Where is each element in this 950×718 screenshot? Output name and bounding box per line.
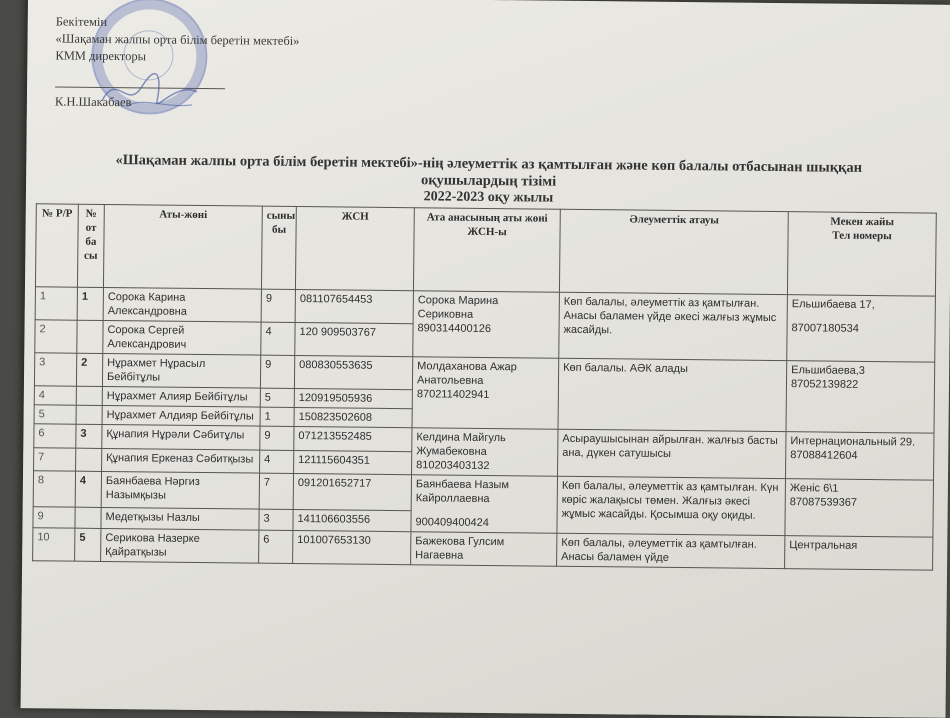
cell-family: 3 (76, 424, 102, 448)
cell-name: Нұрахмет Нұрасыл Бейбітұлы (102, 353, 260, 388)
cell-number: 4 (34, 386, 76, 405)
cell-address (786, 361, 935, 434)
address: Центральная (789, 539, 858, 552)
cell-grade: 1 (260, 407, 294, 426)
cell-number: 7 (34, 447, 76, 471)
cell-name: Нұрахмет Алдияр Бейбітұлы (102, 405, 260, 426)
cell-social: Көп балалы. АӘК алады (558, 358, 787, 431)
cell-family: 1 (77, 287, 103, 320)
header-full-name: Аты-жөні (103, 204, 262, 289)
cell-address (785, 536, 933, 571)
cell-parent (413, 291, 560, 359)
cell-iin: 080830553635 (294, 355, 412, 389)
cell-name: Сорока Карина Александровна (103, 287, 261, 322)
header-number: № Р/Р (35, 204, 78, 287)
address: Ельшибаева,3 (791, 364, 865, 377)
cell-grade: 3 (259, 509, 293, 530)
parent-name: Молдаханова Ажар Анатольевна (416, 360, 517, 387)
header-parent-iin: ЖСН-ы (467, 225, 507, 239)
header-parent-name: Ата анасының аты жөні (426, 211, 548, 225)
cell-iin: 120919505936 (294, 388, 412, 408)
parent-name: Келдина Майгуль Жумабековна (416, 431, 506, 458)
cell-social: Асыраушысынан айрылған. жалғыз басты ана, дүкен сатушысы (558, 429, 786, 478)
cell-number: 1 (35, 287, 77, 320)
cell-number: 2 (35, 320, 77, 353)
parent-iin: 810203403132 (416, 459, 490, 473)
cell-grade: 4 (261, 322, 295, 355)
approval-line-2: «Шақаман жалпы орта білім беретін мектебі» (55, 31, 300, 49)
cell-name: Құнапия Еркеназ Сәбитқызы (102, 448, 260, 473)
approval-line-3: КММ директоры (55, 48, 147, 64)
header-social-status: Әлеуметтік атауы (559, 209, 788, 294)
cell-parent (412, 357, 559, 430)
cell-grade: 5 (260, 388, 294, 407)
cell-family (76, 386, 102, 405)
header-parent (413, 208, 560, 293)
cell-parent (411, 532, 557, 567)
header-address (787, 212, 936, 297)
cell-family (76, 405, 102, 424)
cell-address (785, 479, 934, 538)
phone: 87007180534 (791, 322, 859, 335)
cell-grade: 9 (261, 289, 295, 322)
title-line-3: 2022-2023 оқу жылы (423, 189, 554, 206)
cell-grade: 4 (260, 450, 294, 474)
cell-parent (412, 428, 558, 477)
cell-name: Серикова Назерке Қайратқызы (101, 528, 259, 563)
director-name: К.Н.Шакабаев (54, 94, 132, 110)
document-title (26, 151, 950, 211)
parent-iin: 870211402941 (416, 388, 490, 402)
header-family-number: № от ба сы (77, 204, 104, 287)
cell-iin: 101007653130 (293, 530, 411, 564)
cell-parent (411, 475, 558, 534)
phone: 87052139822 (790, 378, 859, 391)
header-address-label: Мекен жайы (830, 215, 895, 229)
cell-grade: 7 (259, 473, 293, 510)
cell-iin: 081107654453 (295, 289, 413, 323)
cell-iin: 150823502608 (294, 407, 412, 427)
title-line-1: «Шақаман жалпы орта білім беретін мектебі»-нің әлеуметтік аз қамтылған және көп балалы отбасынан шыққан (115, 152, 863, 176)
cell-social: Көп балалы, әлеуметтік аз қамтылған. Күн көріс жалақысы төмен. Жалғыз әкесі жұмыс жасайды. Қосымша оқу оқиды. (557, 476, 786, 535)
cell-grade: 9 (260, 426, 294, 450)
cell-number: 9 (33, 507, 75, 528)
cell-address (787, 295, 936, 363)
document-page (21, 0, 950, 718)
cell-number: 8 (33, 471, 75, 508)
cell-number: 3 (34, 353, 76, 386)
phone: 87088412604 (790, 449, 858, 462)
cell-family: 4 (75, 471, 101, 507)
cell-grade: 9 (260, 355, 294, 388)
phone: 87087539367 (789, 496, 858, 509)
address: Женіс 6\1 (789, 482, 839, 495)
cell-name: Құнапия Нұрәли Сәбитұлы (102, 424, 260, 449)
approval-line-1: Бекітемін (55, 14, 108, 29)
address: Ельшибаева 17, (791, 298, 875, 312)
cell-name: Баянбаева Нәргиз Назымқызы (101, 471, 259, 509)
table-header-row (35, 204, 936, 296)
header-phone-label: Тел номеры (832, 229, 892, 243)
parent-name: Баянбаева Назым Кайроллаевна (415, 478, 509, 506)
cell-family (75, 507, 101, 528)
approval-block (55, 13, 300, 113)
cell-number: 10 (33, 528, 75, 561)
cell-address (786, 432, 934, 481)
header-iin: ЖСН (295, 206, 414, 290)
cell-family: 2 (76, 353, 102, 386)
cell-iin: 091201652717 (293, 473, 411, 510)
parent-iin: 890314400126 (417, 322, 492, 336)
cell-family: 5 (75, 528, 101, 561)
cell-name: Медетқызы Назлы (101, 508, 259, 530)
cell-number: 5 (34, 405, 76, 424)
cell-name: Сорока Сергей Александрович (103, 320, 261, 355)
signature-line (55, 64, 225, 89)
cell-social: Көп балалы, әлеуметтік аз қамтылған. Анасы баламен үйде (557, 533, 785, 568)
parent-name: Сорока Марина Сериковна (417, 294, 499, 321)
address: Интернациональный 29. (790, 435, 916, 449)
cell-number: 6 (34, 424, 76, 448)
title-line-2: оқушылардың тізімі (420, 172, 557, 190)
cell-family (76, 448, 102, 472)
parent-iin: 900409400424 (415, 516, 490, 530)
cell-iin: 121115604351 (294, 450, 412, 475)
cell-iin: 120 909503767 (295, 322, 413, 356)
cell-name: Нұрахмет Алияр Бейбітұлы (102, 386, 260, 407)
cell-iin: 071213552485 (294, 426, 412, 451)
header-grade: сыны бы (261, 206, 296, 289)
cell-social: Көп балалы, әлеуметтік аз қамтылған. Анасы баламен үйде әкесі жалғыз жұмыс жасайды. (559, 292, 788, 360)
parent-name: Бажекова Гулсим Нагаевна (415, 535, 505, 562)
students-table (32, 203, 937, 570)
cell-iin: 141106603556 (293, 510, 411, 532)
cell-family (77, 320, 103, 353)
cell-grade: 6 (259, 530, 293, 563)
